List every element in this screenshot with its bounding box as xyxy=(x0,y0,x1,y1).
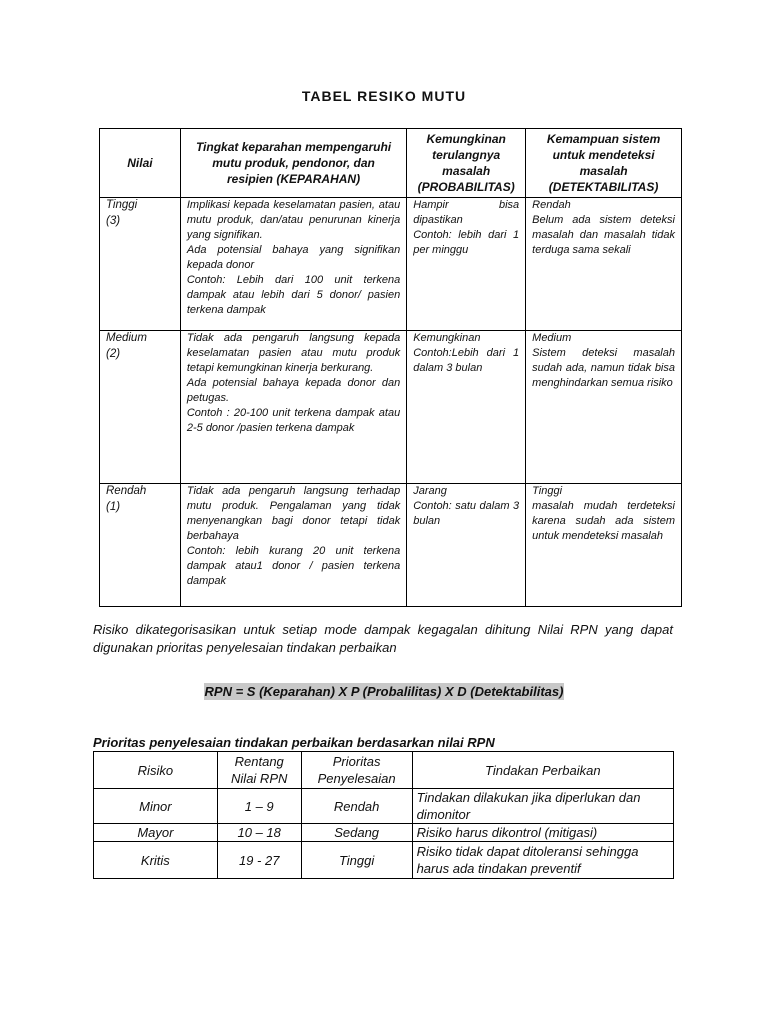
header-tindakan: Tindakan Perbaikan xyxy=(412,752,673,789)
header-keparahan-line1: Tingkat keparahan mempengaruhi xyxy=(195,140,392,154)
nilai-cell xyxy=(100,331,181,484)
probabilitas-example: Contoh:Lebih dari 1 dalam 3 bulan xyxy=(413,347,520,374)
probabilitas-example: Contoh: lebih dari 1 per minggu xyxy=(413,229,520,256)
deteksi-text: Belum ada sistem deteksi masalah dan masalah tidak terduga sama sekali xyxy=(532,214,675,256)
header-prioritas xyxy=(301,752,412,789)
keparahan-example: Contoh: lebih kurang 20 unit terkena dampak atau1 donor / pasien terkena dampak xyxy=(186,545,401,587)
priority-row-kritis xyxy=(94,842,674,879)
priority-row-minor xyxy=(94,789,674,824)
prioritas-cell: Tinggi xyxy=(301,842,412,879)
header-deteksi xyxy=(526,129,682,198)
header-deteksi-line1: Kemampuan sistem xyxy=(546,132,661,146)
priority-table-heading: Prioritas penyelesaian tindakan perbaikan berdasarkan nilai RPN xyxy=(93,735,495,750)
deteksi-level: Tinggi xyxy=(532,485,563,497)
probabilitas-text: Jarang xyxy=(413,485,447,497)
header-probabilitas-line2: terulangnya xyxy=(432,148,501,162)
probabilitas-cell xyxy=(407,484,526,607)
nilai-score: (3) xyxy=(106,214,121,227)
keparahan-cell xyxy=(180,331,406,484)
rpn-formula-text: RPN = S (Keparahan) X P (Probalilitas) X D (Detektabilitas) xyxy=(204,684,564,699)
keparahan-text: Ada potensial bahaya yang signifikan kepada donor xyxy=(186,244,401,271)
probabilitas-text: Hampir bisa dipastikan xyxy=(413,199,520,226)
prioritas-cell: Rendah xyxy=(301,789,412,824)
tindakan-cell: Risiko harus dikontrol (mitigasi) xyxy=(412,824,673,842)
risiko-cell: Kritis xyxy=(94,842,218,879)
nilai-cell xyxy=(100,198,181,331)
probabilitas-text: Kemungkinan xyxy=(413,332,481,344)
header-risiko: Risiko xyxy=(94,752,218,789)
keparahan-cell xyxy=(180,198,406,331)
risk-row-tinggi xyxy=(100,198,682,331)
keparahan-cell xyxy=(180,484,406,607)
risk-row-rendah xyxy=(100,484,682,607)
nilai-score: (1) xyxy=(106,500,121,513)
header-rentang-line2: Nilai RPN xyxy=(231,771,288,786)
rentang-cell: 1 – 9 xyxy=(217,789,301,824)
deteksi-level: Medium xyxy=(532,332,572,344)
prioritas-cell: Sedang xyxy=(301,824,412,842)
rentang-cell: 19 - 27 xyxy=(217,842,301,879)
deteksi-cell xyxy=(526,484,682,607)
keparahan-text: Ada potensial bahaya kepada donor dan petugas. xyxy=(186,377,401,404)
header-keparahan xyxy=(180,129,406,198)
rentang-cell: 10 – 18 xyxy=(217,824,301,842)
header-prioritas-line1: Prioritas xyxy=(332,754,381,769)
keparahan-text: Tidak ada pengaruh langsung terhadap mutu produk. Pengalaman yang tidak menyenangkan bagi donor tetapi tidak berbahaya xyxy=(186,485,401,542)
nilai-label: Medium xyxy=(106,332,147,344)
header-nilai: Nilai xyxy=(100,129,181,198)
header-deteksi-line3: masalah xyxy=(579,164,628,178)
risiko-cell: Mayor xyxy=(94,824,218,842)
header-probabilitas-line4: (PROBABILITAS) xyxy=(417,180,515,194)
header-probabilitas-line3: masalah xyxy=(442,164,491,178)
probabilitas-example: Contoh: satu dalam 3 bulan xyxy=(413,500,520,527)
tindakan-cell: Risiko tidak dapat ditoleransi sehingga harus ada tindakan preventif xyxy=(412,842,673,879)
rpn-description-paragraph: Risiko dikategorisasikan untuk setiap mode dampak kegagalan dihitung Nilai RPN yang dapat digunakan prioritas penyelesaian tindakan perbaikan xyxy=(93,622,673,655)
risk-table-header xyxy=(100,129,682,198)
header-keparahan-line3: resipien (KEPARAHAN) xyxy=(226,172,361,186)
nilai-label: Tinggi xyxy=(106,199,138,211)
deteksi-cell xyxy=(526,198,682,331)
probabilitas-cell xyxy=(407,198,526,331)
nilai-cell xyxy=(100,484,181,607)
nilai-score: (2) xyxy=(106,347,121,360)
tindakan-cell: Tindakan dilakukan jika diperlukan dan dimonitor xyxy=(412,789,673,824)
header-keparahan-line2: mutu produk, pendonor, dan xyxy=(212,156,375,170)
keparahan-text: Implikasi kepada keselamatan pasien, atau mutu produk, dan/atau penurunan kinerja yang signifikan. xyxy=(186,199,401,241)
header-probabilitas xyxy=(407,129,526,198)
header-deteksi-line2: untuk mendeteksi xyxy=(552,148,655,162)
priority-row-mayor xyxy=(94,824,674,842)
header-prioritas-line2: Penyelesaian xyxy=(317,771,396,786)
risk-row-medium xyxy=(100,331,682,484)
deteksi-level: Rendah xyxy=(532,199,571,211)
keparahan-example: Contoh : 20-100 unit terkena dampak atau 2-5 donor /pasien terkena dampak xyxy=(186,407,401,434)
risk-table xyxy=(99,128,682,607)
header-rentang xyxy=(217,752,301,789)
page-title: TABEL RESIKO MUTU xyxy=(301,88,467,104)
header-rentang-line1: Rentang xyxy=(234,754,284,769)
nilai-label: Rendah xyxy=(106,485,147,497)
header-probabilitas-line1: Kemungkinan xyxy=(426,132,506,146)
keparahan-text: Tidak ada pengaruh langsung kepada keselamatan pasien atau mutu produk tetapi kemungkinan kinerja berkurang. xyxy=(186,332,401,374)
deteksi-text: masalah mudah terdeteksi karena sudah ada sistem untuk mendeteksi masalah xyxy=(532,500,675,542)
deteksi-text: Sistem deteksi masalah sudah ada, namun tidak bisa menghindarkan semua risiko xyxy=(532,347,675,389)
deteksi-cell xyxy=(526,331,682,484)
priority-table-header xyxy=(94,752,674,789)
priority-table xyxy=(93,751,674,879)
keparahan-example: Contoh: Lebih dari 100 unit terkena dampak atau lebih dari 5 donor/ pasien terkena dampak xyxy=(186,274,401,316)
rpn-formula xyxy=(0,683,768,701)
risiko-cell: Minor xyxy=(94,789,218,824)
probabilitas-cell xyxy=(407,331,526,484)
header-deteksi-line4: (DETEKTABILITAS) xyxy=(548,180,659,194)
